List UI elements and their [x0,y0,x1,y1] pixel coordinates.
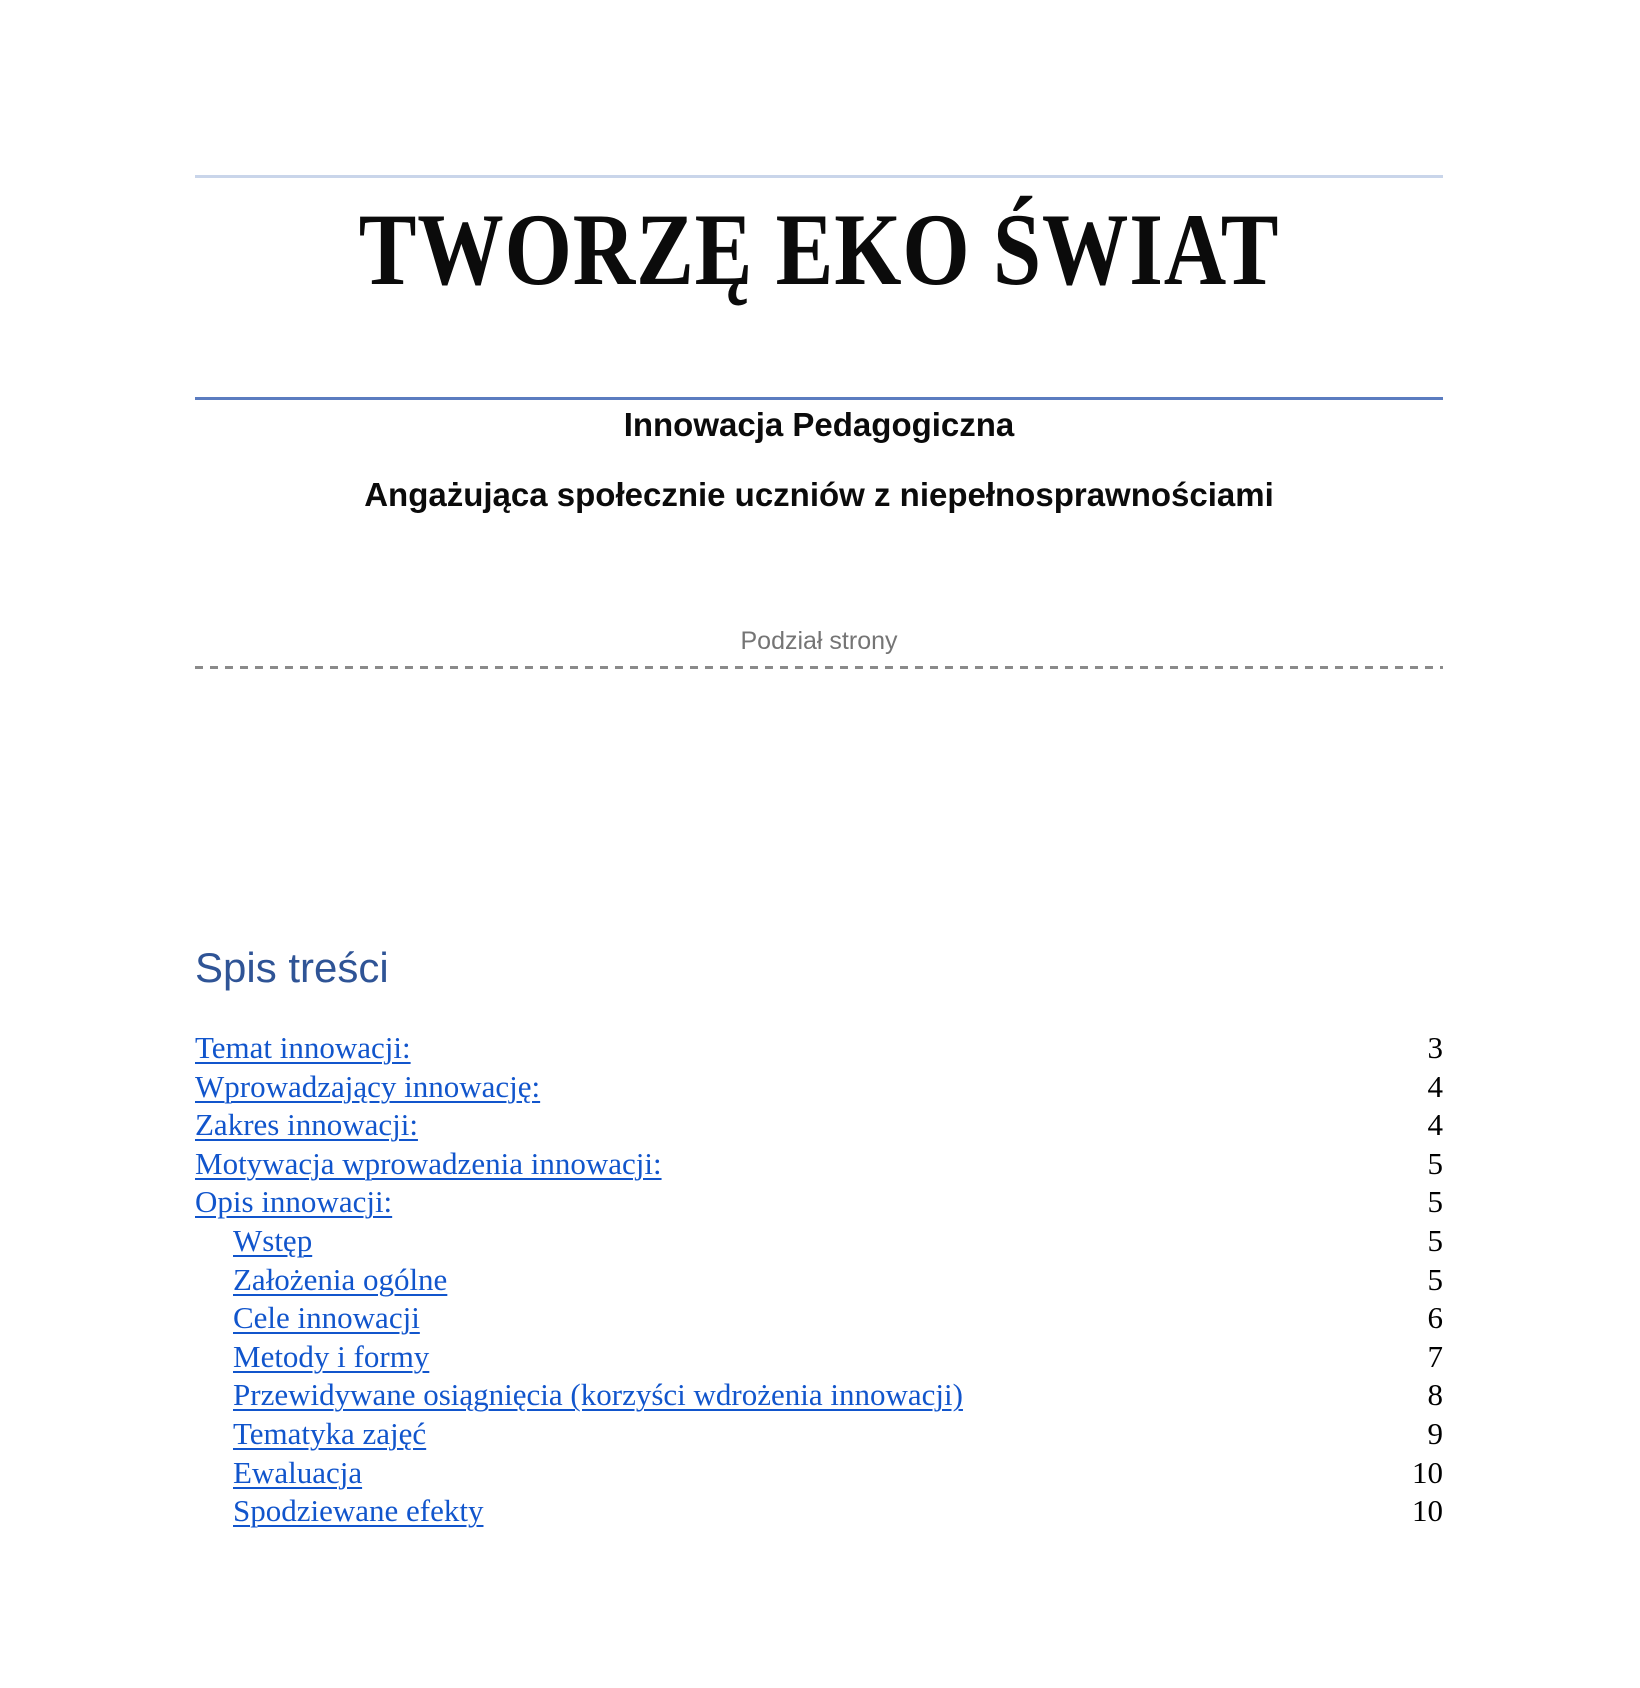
toc-entry [195,1261,1443,1300]
toc-entry-page-number: 6 [1427,1300,1443,1336]
toc-entry-link[interactable]: Tematyka zajęć [233,1415,427,1451]
toc-entry [195,1222,1443,1261]
toc-entry-link[interactable]: Opis innowacji: [195,1184,393,1220]
title-top-rule [195,175,1443,178]
toc-entry-link[interactable]: Ewaluacja [233,1454,363,1490]
toc-entry [195,1106,1443,1145]
toc-entry [195,1068,1443,1107]
toc-list [195,1029,1443,1531]
toc-entry-page-number: 7 [1427,1338,1443,1374]
toc-entry-link[interactable]: Przewidywane osiągnięcia (korzyści wdrożenia innowacji) [233,1377,963,1413]
page-break-dashed-line [195,666,1443,669]
toc-entry-link[interactable]: Założenia ogólne [233,1261,448,1297]
toc-entry-page-number: 4 [1427,1068,1443,1104]
document-subtitle-line2: Angażująca społecznie uczniów z niepełnosprawnościami [364,476,1274,513]
toc-entry-page-number: 5 [1427,1222,1443,1258]
toc-entry-link[interactable]: Zakres innowacji: [195,1107,418,1143]
toc-entry-link[interactable]: Temat innowacji: [195,1030,411,1065]
toc-entry-page-number: 5 [1427,1184,1443,1220]
page-break-label: Podział strony [740,627,898,655]
toc-entry-page-number: 4 [1427,1107,1443,1143]
toc-entry-link[interactable]: Metody i formy [233,1338,430,1374]
toc-entry [195,1145,1443,1184]
toc-entry-page-number: 5 [1427,1145,1443,1181]
document-title: TWORZĘ EKO ŚWIAT [358,193,1280,307]
toc-heading: Spis treści [195,944,389,991]
toc-entry [195,1029,1443,1068]
document-subtitle-line1: Innowacja Pedagogiczna [623,406,1015,443]
toc-entry [195,1454,1443,1493]
toc-entry-link[interactable]: Wstęp [233,1222,313,1258]
toc-entry-link[interactable]: Spodziewane efekty [233,1493,484,1529]
toc-entry-page-number: 10 [1412,1493,1443,1529]
toc-entry [195,1492,1443,1531]
toc-entry [195,1183,1443,1222]
toc-entry [195,1376,1443,1415]
toc-entry-page-number: 10 [1412,1454,1443,1490]
toc-entry-link[interactable]: Cele innowacji [233,1300,420,1336]
toc-entry [195,1299,1443,1338]
toc-entry [195,1338,1443,1377]
toc-entry [195,1415,1443,1454]
toc-entry-page-number: 9 [1427,1415,1443,1451]
toc-entry-page-number: 8 [1427,1377,1443,1413]
toc-entry-page-number: 3 [1427,1030,1443,1065]
toc-entry-link[interactable]: Wprowadzający innowację: [195,1068,541,1104]
title-bottom-rule [195,397,1443,400]
toc-entry-page-number: 5 [1427,1261,1443,1297]
toc-entry-link[interactable]: Motywacja wprowadzenia innowacji: [195,1145,662,1181]
